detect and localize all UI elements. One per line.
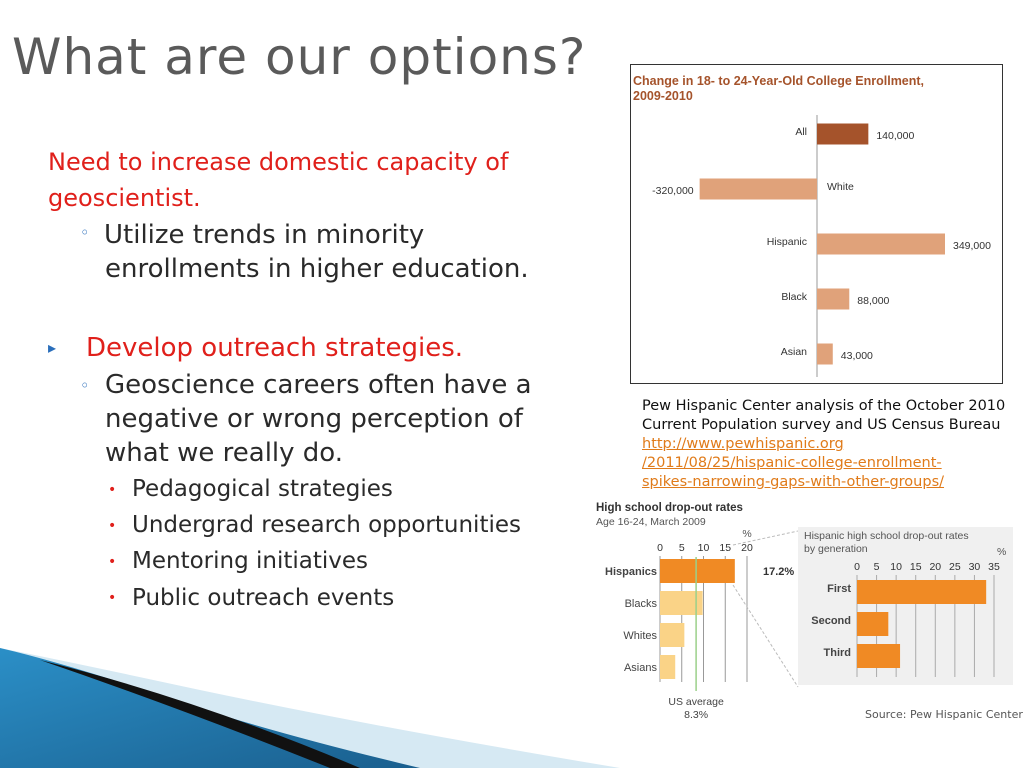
- tick-label: 15: [719, 542, 732, 554]
- dot-bullet-icon: •: [108, 518, 117, 534]
- category-label: Blacks: [624, 598, 657, 610]
- category-label: First: [827, 583, 851, 595]
- bar: [817, 234, 945, 255]
- chart-title: Hispanic high school drop-out rates: [804, 530, 969, 542]
- bar: [817, 289, 849, 310]
- dropout-chart-svg: [590, 497, 800, 722]
- dot-bullet-icon: •: [108, 482, 117, 498]
- list-item: Public outreach events: [132, 585, 395, 611]
- chart-title-cont: by generation: [804, 543, 868, 555]
- chart-title: Change in 18- to 24-Year-Old College Enrollment,: [633, 74, 925, 88]
- category-label: Second: [811, 615, 851, 627]
- slide-title: What are our options?: [12, 28, 587, 86]
- tick-label: 5: [873, 561, 880, 573]
- connector-line: [733, 585, 798, 687]
- tick-label: 10: [890, 561, 902, 573]
- tick-label: 0: [854, 561, 860, 573]
- chart-subtitle: Age 16-24, March 2009: [596, 516, 706, 528]
- arrow-bullet-icon: ▸: [48, 338, 57, 357]
- bar: [700, 179, 817, 200]
- reference-value: 8.3%: [684, 709, 709, 721]
- bar: [857, 612, 888, 636]
- value-label: 140,000: [876, 130, 915, 142]
- circle-bullet-icon: ◦: [80, 223, 90, 242]
- value-label: 43,000: [840, 350, 873, 362]
- category-label: Whites: [623, 630, 657, 642]
- bar: [857, 580, 986, 604]
- caption-text: Pew Hispanic Center analysis of the October 2010 Current Population survey and US Census Bureau: [642, 398, 1006, 433]
- sub-bullet-1-text-cont: enrollments in higher education.: [105, 254, 529, 284]
- generation-chart-svg: [798, 527, 1013, 685]
- source-link[interactable]: http://www.pewhispanic.org: [642, 436, 844, 452]
- bullet-1-text: Need to increase domestic capacity of: [48, 148, 509, 176]
- category-label: Hispanic: [766, 236, 807, 248]
- tick-label: 30: [968, 561, 981, 573]
- list-item: Mentoring initiatives: [132, 548, 369, 574]
- source-link-cont[interactable]: /2011/08/25/hispanic-college-enrollment-: [642, 455, 942, 471]
- unit-label: %: [997, 546, 1007, 558]
- tick-label: 20: [741, 542, 753, 554]
- bar: [660, 623, 684, 647]
- bullet-2-text: Develop outreach strategies.: [86, 333, 464, 363]
- bar: [857, 644, 900, 668]
- bar: [660, 655, 675, 679]
- value-label: 17.2%: [763, 566, 795, 578]
- enrollment-chart: [630, 64, 1003, 384]
- source-note: Source: Pew Hispanic Center: [865, 708, 1023, 721]
- category-label: Third: [823, 647, 851, 659]
- value-label: 349,000: [953, 240, 991, 252]
- bar: [817, 124, 868, 145]
- generation-chart: [798, 527, 1013, 685]
- bar: [660, 559, 735, 583]
- list-item: Pedagogical strategies: [132, 476, 393, 502]
- bar: [817, 344, 833, 365]
- decorative-wave: [0, 640, 620, 768]
- chart-title: High school drop-out rates: [596, 502, 743, 514]
- sub-bullet-1-text: Utilize trends in minority: [104, 220, 425, 250]
- category-label: Hispanics: [605, 566, 657, 578]
- category-label: White: [827, 181, 854, 193]
- chart-title-cont: 2009-2010: [633, 89, 693, 103]
- list-item: Undergrad research opportunities: [132, 512, 521, 538]
- category-label: Asians: [623, 662, 657, 674]
- reference-label: US average: [668, 696, 724, 708]
- category-label: Asian: [780, 346, 807, 358]
- sub-bullet-2-text-l2: negative or wrong perception of: [105, 404, 523, 434]
- chart-bars: [652, 124, 991, 365]
- bullet-1-text-cont: geoscientist.: [48, 184, 201, 212]
- tick-label: 20: [929, 561, 942, 573]
- unit-label: %: [742, 528, 752, 540]
- dot-bullet-icon: •: [108, 590, 117, 606]
- circle-bullet-icon: ◦: [80, 376, 90, 395]
- tick-label: 0: [657, 542, 663, 554]
- chart-caption: [642, 397, 1012, 492]
- dot-bullet-icon: •: [108, 554, 117, 570]
- tick-label: 25: [949, 561, 961, 573]
- category-label: Black: [781, 291, 807, 303]
- tick-label: 15: [909, 561, 922, 573]
- value-label: -320,000: [652, 185, 694, 197]
- source-link-cont2[interactable]: spikes-narrowing-gaps-with-other-groups/: [642, 474, 945, 490]
- sub-bullet-2-text: Geoscience careers often have a: [105, 370, 532, 400]
- enrollment-chart-svg: [631, 65, 1002, 383]
- value-label: 88,000: [857, 295, 890, 307]
- tick-label: 35: [988, 561, 1000, 573]
- sub-bullet-2-text-l3: what we really do.: [105, 438, 344, 468]
- category-label: All: [795, 126, 807, 138]
- dropout-chart: [590, 497, 800, 722]
- tick-label: 10: [697, 542, 710, 554]
- tick-label: 5: [678, 542, 685, 554]
